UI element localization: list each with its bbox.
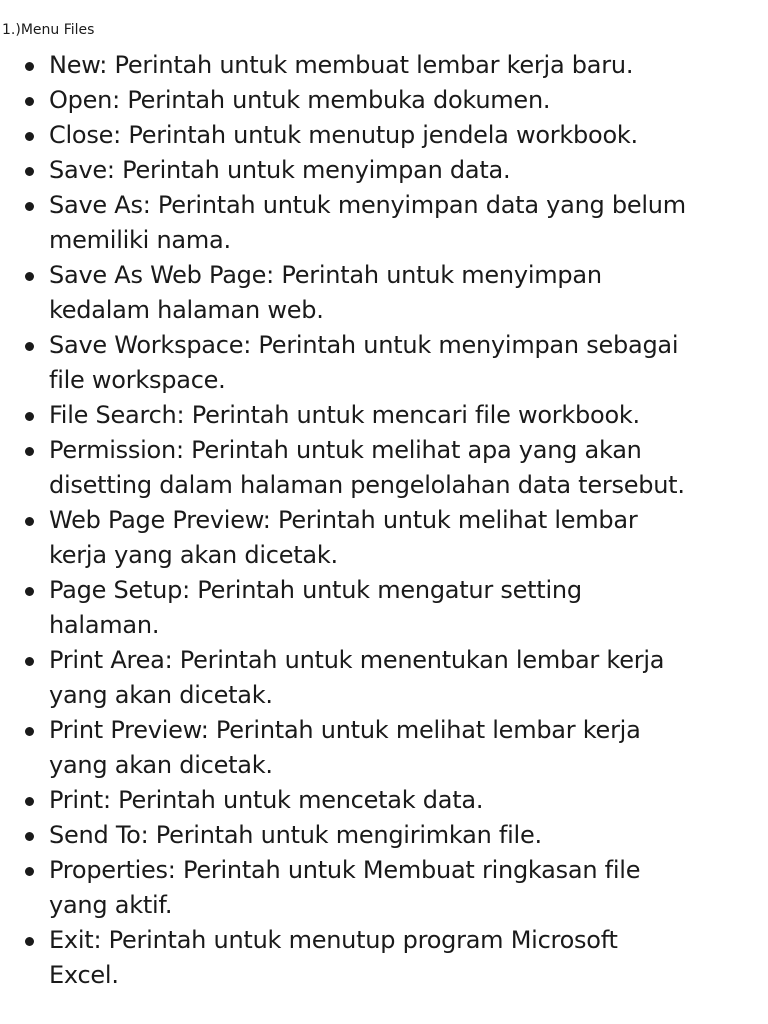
list-item bbox=[0, 83, 768, 118]
bullet-icon bbox=[25, 832, 34, 841]
list-item-text: halaman. bbox=[49, 611, 160, 639]
list-item bbox=[0, 188, 768, 258]
list-item-text: Page Setup: Perintah untuk mengatur setting bbox=[49, 576, 582, 604]
list-item-text: Save As Web Page: Perintah untuk menyimpan bbox=[49, 261, 602, 289]
list-item-text: Permission: Perintah untuk melihat apa yang akan bbox=[49, 436, 642, 464]
list-item-text: yang aktif. bbox=[49, 891, 173, 919]
list-item-text: memiliki nama. bbox=[49, 226, 231, 254]
bullet-icon bbox=[25, 587, 34, 596]
bullet-icon bbox=[25, 342, 34, 351]
list-item-text: Save As: Perintah untuk menyimpan data yang belum bbox=[49, 191, 686, 219]
list-item-text: kerja yang akan dicetak. bbox=[49, 541, 338, 569]
list-item-text: Print Area: Perintah untuk menentukan lembar kerja bbox=[49, 646, 665, 674]
list-item-text: Save Workspace: Perintah untuk menyimpan sebagai bbox=[49, 331, 679, 359]
list-item-text: Web Page Preview: Perintah untuk melihat lembar bbox=[49, 506, 638, 534]
list-item bbox=[0, 48, 768, 83]
list-item-text: Close: Perintah untuk menutup jendela workbook. bbox=[49, 121, 638, 149]
section-heading: 1.)Menu Files bbox=[2, 22, 95, 38]
bullet-icon bbox=[25, 657, 34, 666]
list-item bbox=[0, 153, 768, 188]
bullet-icon bbox=[25, 447, 34, 456]
list-item-text: File Search: Perintah untuk mencari file workbook. bbox=[49, 401, 640, 429]
list-item bbox=[0, 853, 768, 923]
list-item-text: Print: Perintah untuk mencetak data. bbox=[49, 786, 484, 814]
bullet-icon bbox=[25, 412, 34, 421]
list-item-text: Print Preview: Perintah untuk melihat lembar kerja bbox=[49, 716, 641, 744]
list-item-text: file workspace. bbox=[49, 366, 226, 394]
bullet-icon bbox=[25, 937, 34, 946]
menu-items-list bbox=[0, 48, 768, 993]
bullet-icon bbox=[25, 727, 34, 736]
list-item-text: Save: Perintah untuk menyimpan data. bbox=[49, 156, 511, 184]
list-item bbox=[0, 433, 768, 503]
bullet-icon bbox=[25, 132, 34, 141]
bullet-icon bbox=[25, 97, 34, 106]
list-item bbox=[0, 923, 768, 993]
list-item-text: kedalam halaman web. bbox=[49, 296, 324, 324]
list-item bbox=[0, 783, 768, 818]
bullet-icon bbox=[25, 797, 34, 806]
list-item bbox=[0, 818, 768, 853]
document-body bbox=[0, 13, 768, 993]
list-item bbox=[0, 573, 768, 643]
list-item bbox=[0, 503, 768, 573]
list-item-text: Properties: Perintah untuk Membuat ringkasan file bbox=[49, 856, 641, 884]
bullet-icon bbox=[25, 517, 34, 526]
list-item-text: New: Perintah untuk membuat lembar kerja baru. bbox=[49, 51, 634, 79]
list-item bbox=[0, 643, 768, 713]
list-item-text: Send To: Perintah untuk mengirimkan file. bbox=[49, 821, 542, 849]
list-item bbox=[0, 398, 768, 433]
list-item-text: Excel. bbox=[49, 961, 119, 989]
bullet-icon bbox=[25, 202, 34, 211]
list-item bbox=[0, 713, 768, 783]
list-item bbox=[0, 328, 768, 398]
list-item-text: Open: Perintah untuk membuka dokumen. bbox=[49, 86, 551, 114]
list-item-text: yang akan dicetak. bbox=[49, 681, 273, 709]
bullet-icon bbox=[25, 867, 34, 876]
list-item-text: disetting dalam halaman pengelolahan data tersebut. bbox=[49, 471, 685, 499]
list-item-text: yang akan dicetak. bbox=[49, 751, 273, 779]
bullet-icon bbox=[25, 62, 34, 71]
bullet-icon bbox=[25, 167, 34, 176]
bullet-icon bbox=[25, 272, 34, 281]
list-item bbox=[0, 118, 768, 153]
list-item bbox=[0, 258, 768, 328]
list-item-text: Exit: Perintah untuk menutup program Microsoft bbox=[49, 926, 618, 954]
